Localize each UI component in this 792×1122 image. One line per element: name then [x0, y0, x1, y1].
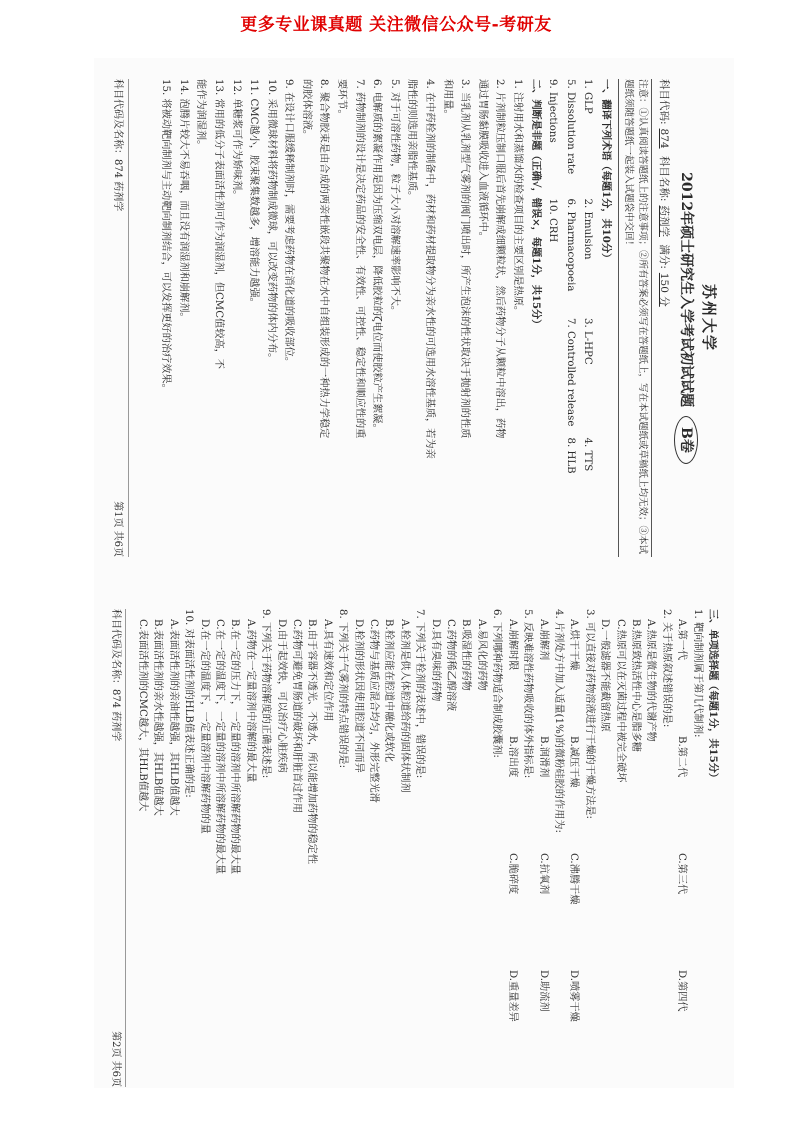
- scanned-exam-sheet: [94, 58, 734, 1088]
- term-item: 4. TTS: [582, 437, 594, 472]
- mcq-option: B.吸湿性的药物: [460, 619, 472, 691]
- term-item: 10. CRH: [547, 198, 559, 243]
- mcq-option: B.由于容器不透光、不透水，所以能增加药物的稳定性: [306, 619, 318, 865]
- mcq-question: 3. 可以直接对药物溶液进行干燥的干燥方法是:: [583, 609, 595, 819]
- judge-line: 1. 注射用水和蒸馏水的检查项目的主要区别是热原。: [512, 79, 524, 317]
- mcq-options: [674, 609, 689, 1087]
- judge-line: 14. 泡腾片较大不易吞咽，而且没有润湿剂和崩解剂。: [177, 79, 189, 323]
- judge-line: 2. 片剂制粒压制口服后首先崩解成细颗粒状，然后药物分子从颗粒中溶出，药物: [494, 79, 506, 439]
- section-1-title: 一、翻译下列术语（每题1分，共10分）: [600, 79, 612, 264]
- mcq-option: C.抗氧剂: [537, 853, 549, 895]
- mcq-option: C.脆碎度: [506, 853, 518, 895]
- mcq-option: B.栓剂应能在腔道中融化或软化: [383, 619, 395, 763]
- judge-line: 能作为润湿剂。: [195, 79, 207, 151]
- paper-label: B卷: [674, 416, 698, 464]
- mcq-option: D.重量差异: [506, 970, 518, 1022]
- mcq-question: 6. 下列哪种药物适合制成胶囊剂:: [491, 609, 503, 758]
- mcq-option: B.减压干燥: [568, 736, 580, 788]
- mcq-question: 4. 片剂处方中加入适量(1%)的微粉硅胶的作用为:: [552, 609, 564, 833]
- name-label: 科目名称:: [658, 155, 670, 202]
- page-2-content: [104, 603, 724, 1093]
- mcq-question: 8. 下列关于气雾剂的特点错误的是:: [337, 609, 349, 769]
- judge-line: 10. 采用微球材料将药物制成微球，可以改变药物的体内分布。: [265, 79, 277, 364]
- mcq-option: A.药物在一定量溶剂中溶解的最大量: [244, 619, 256, 783]
- mcq-option: A.表面活性剂的亲油性越强，其HLB值越大: [167, 619, 179, 816]
- mcq-options: [504, 609, 519, 1087]
- mcq-option: D.栓剂的形状因使用腔道不同而异: [352, 619, 364, 773]
- judge-line: 9. 在设计口服缓释制剂时，需要考虑药物在消化道的吸收部位。: [283, 79, 295, 368]
- section-3-title: 三、单项选择题（每题1分，共15分）: [707, 609, 719, 784]
- mcq-question: 5. 反映难溶性药物吸收的体外指标是:: [522, 609, 534, 779]
- mcq-question: 7. 下列关于栓剂的表述中，错误的是:: [414, 609, 426, 779]
- mcq-option: D.助流剂: [537, 970, 549, 1012]
- judge-line: 8. 聚合物胶束是由合成的两亲性嵌段共聚物在水中自组装形成的一种热力学稳定: [318, 79, 330, 439]
- term-item: 3. L-HPC: [582, 318, 594, 365]
- mcq-option: D.喷雾干燥: [568, 970, 580, 1022]
- exam-title: [674, 79, 698, 557]
- exam-meta: [654, 79, 674, 557]
- exam-title-text: 2012年硕士研究生入学考试初试试题: [678, 172, 694, 408]
- judge-line: 和用量。: [441, 79, 453, 120]
- score-value: 150 分: [658, 272, 670, 307]
- mcq-option: C.药物的稀乙醇溶液: [445, 619, 457, 712]
- judge-line: 7. 药物制剂的设计是决定药品的安全性、有效性、可控性、稳定性和顺应性的重: [353, 79, 365, 439]
- mcq-option: A.热原是微生物的代谢产物: [645, 619, 657, 742]
- judge-line: 13. 常用的低分子表面活性剂可作为润湿剂，但CMC值较高，不: [212, 79, 224, 369]
- university-name: 苏州大学: [700, 283, 718, 352]
- mcq-option: B.表面活性剂的亲水性越强，其HLB值越大: [152, 619, 164, 816]
- code-value: 874: [658, 128, 670, 149]
- mcq-option: A.易风化的药物: [475, 619, 487, 691]
- mcq-option: B.在一定的压力下，一定量的溶剂中所溶解药物的最大量: [229, 619, 241, 875]
- mcq-option: C.表面活性剂的CMC越大，其HLB值越大: [136, 619, 148, 812]
- judge-line: 4. 在中药栓剂的制备中，药材和药材提取物分为亲水性的可选用水溶性基质，若为亲: [424, 79, 436, 459]
- term-item: 7. Controlled release: [564, 318, 576, 427]
- code-label: 科目代码:: [658, 79, 670, 125]
- mcq-option: B.第二代: [676, 736, 688, 778]
- name-value: 药剂学: [658, 205, 670, 237]
- notice-text: 注意：①认真阅读答题纸上的注意事项；②所有答案必须写在答题纸上，写在本试题纸或草稿纸上均无效；③本试题纸须随答题纸一起装入试题袋中交回！: [623, 79, 648, 555]
- promo-banner: 更多专业课真题 关注微信公众号-考研友: [240, 15, 552, 35]
- mcq-question: 10. 对表面活性剂的HLB值表述正确的是:: [183, 609, 195, 798]
- footer-page-number: 第1页 共6页: [111, 501, 123, 557]
- mcq-option: A.烘干干燥: [568, 619, 580, 671]
- mcq-options: [566, 609, 581, 1087]
- judge-line: 的胶体溶液。: [300, 79, 312, 141]
- judge-line: 5. 对于可溶性药物，粒子大小对溶解速率影响不大。: [388, 79, 400, 317]
- exam-page-1: [94, 68, 734, 568]
- term-item: 2. Emulsion: [582, 198, 594, 260]
- mcq-question: 2. 关于热原叙述错误的是:: [660, 609, 672, 728]
- judge-line: 15. 将被动靶向制剂与主动靶向制剂结合，可以发挥更好的治疗效果。: [160, 79, 172, 394]
- page-2-footer: [108, 609, 126, 1087]
- mcq-question: 1. 靶向制剂属于第几代制剂:: [691, 609, 703, 738]
- terms-grid: [544, 79, 597, 557]
- judge-line: 通过胃肠黏膜吸收进入血液循环中。: [476, 79, 488, 242]
- mcq-option: C.药物与基质应混合均匀，外形完整光滑: [368, 619, 380, 803]
- mcq-option: A.崩解时限: [506, 619, 518, 671]
- mcq-option: D.一般滤器不能截留热原: [599, 619, 611, 732]
- mcq-list: [135, 609, 705, 1087]
- term-item: 9. Injections: [547, 79, 559, 143]
- judge-line: 脂性的则选用亲脂性基质。: [406, 79, 418, 202]
- judge-list: [157, 79, 526, 557]
- mcq-question: 9. 下列关于药物溶解度的正确表述是:: [260, 609, 272, 779]
- mcq-option: B.热原致热活性中心是脂多糖: [629, 619, 641, 752]
- mcq-option: A.崩解剂: [537, 619, 549, 661]
- mcq-option: D.由于起效快，可以治疗心脏疾病: [275, 619, 287, 773]
- mcq-option: B.润滑剂: [537, 736, 549, 778]
- page-1-content: [104, 73, 724, 563]
- mcq-option: D.具有臭味的药物: [429, 619, 441, 702]
- mcq-option: D.在一定的温度下，一定量溶剂中溶解药物的量: [198, 619, 210, 834]
- mcq-option: C.第三代: [676, 853, 688, 895]
- term-item: 6. Pharmacopoeia: [564, 198, 576, 292]
- mcq-option: B.溶出度: [506, 736, 518, 778]
- term-item: 8. HLB: [564, 437, 576, 474]
- exam-page-2: [94, 598, 734, 1098]
- mcq-option: C.在一定的温度下，一定量的溶剂中所溶解药物的最大量: [214, 619, 225, 875]
- mcq-option: D.第四代: [676, 970, 688, 1012]
- section-2-title: 二、判断是非题（正确√，错误×，每题1分，共15分）: [529, 79, 542, 330]
- score-label: 满分:: [658, 244, 670, 269]
- mcq-option: A.栓剂是供人体腔道给药的固体状制剂: [398, 619, 410, 793]
- mcq-option: A.具有速效和定位作用: [321, 619, 333, 722]
- judge-line: 要环节。: [336, 79, 348, 120]
- term-item: 5. Dissolution rate: [564, 79, 576, 175]
- mcq-option: C.沸腾干燥: [568, 853, 580, 905]
- notice-box: [618, 79, 652, 557]
- judge-line: 3. 当乳剂从乳剂型气雾剂的阀门喷出时，所产生泡沫的性状取决于抛射剂的性质: [459, 79, 471, 439]
- mcq-options: [535, 609, 550, 1087]
- term-item: 1. GLP: [582, 79, 594, 114]
- mcq-option: C.药物可避免胃肠道的破坏和肝脏首过作用: [291, 619, 303, 814]
- judge-line: 6. 电解质的絮凝作用是因为压缩双电层，降低胶粒的ζ电位而使胶粒产生絮凝。: [371, 79, 383, 434]
- footer-subject: 科目代码及名称：874 药剂学: [111, 79, 123, 212]
- footer-subject: 科目代码及名称：874 药剂学: [110, 609, 122, 742]
- judge-line: 11. CMC越小，胶束聚集数越多，增溶能力越强。: [248, 79, 260, 308]
- footer-page-number: 第2页 共6页: [110, 1031, 122, 1087]
- page-1-footer: [108, 79, 129, 557]
- mcq-option: C.热原可以在灭菌过程中被完全破坏: [614, 619, 626, 783]
- judge-line: 12. 单糖浆可作为矫味剂。: [230, 79, 242, 201]
- mcq-option: A.第一代: [676, 619, 688, 661]
